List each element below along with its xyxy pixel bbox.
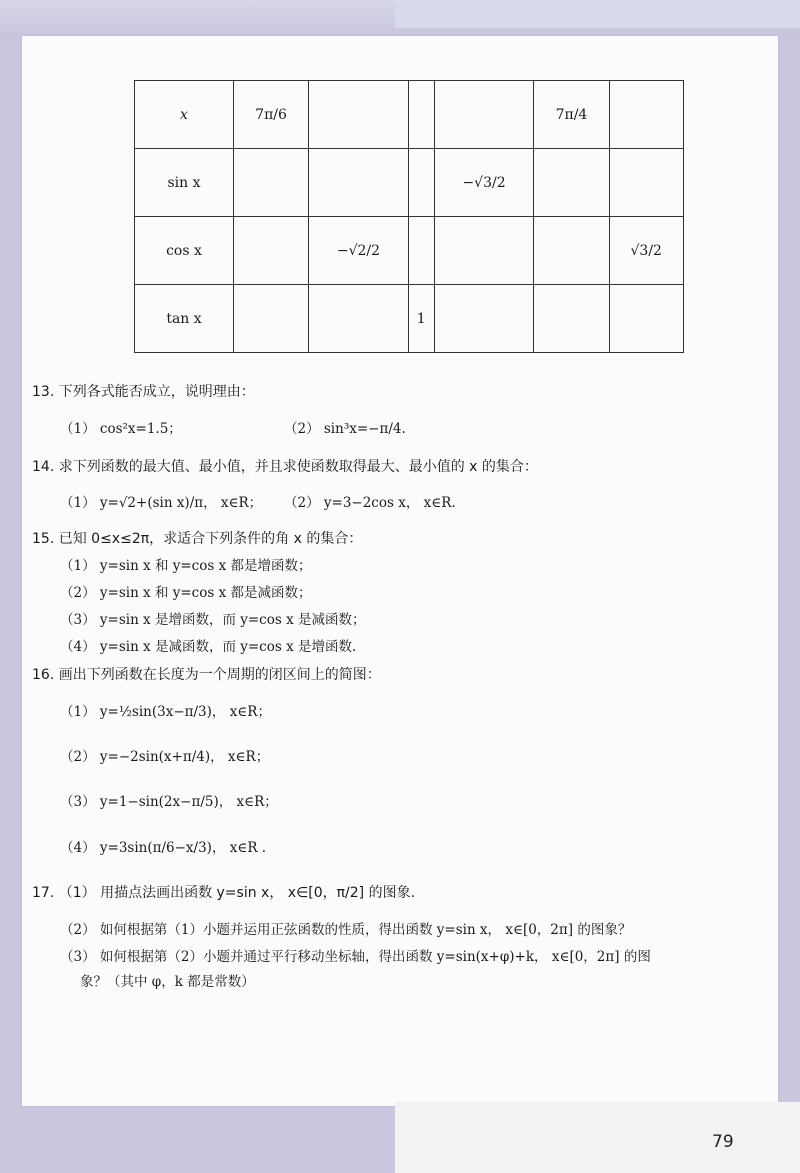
table-header-tan: tan x [135, 285, 234, 353]
table-cell [534, 285, 609, 353]
table-cell [309, 149, 409, 217]
exercise-16-part-3: （3） y=1−sin(2x−π/5)， x∈R； [60, 794, 278, 810]
table-cell [434, 285, 534, 353]
textbook-page [22, 36, 778, 1106]
exercise-14-part-1: （1） y=√2+(sin x)/π， x∈R； [60, 495, 263, 511]
exercise-17-part-2: （2） 如何根据第（1）小题并运用正弦函数的性质，得出函数 y=sin x， x∈[0，2π] 的图象？ [60, 922, 632, 938]
exercise-15-part-3: （3） y=sin x 是增函数，而 y=cos x 是减函数； [60, 612, 366, 628]
table-cell [408, 81, 434, 149]
table-cell [309, 81, 409, 149]
table-cell: −√2/2 [309, 217, 409, 285]
exercise-13-part-1: （1） cos²x=1.5； [60, 421, 182, 437]
table-cell [408, 149, 434, 217]
table-header-x: x [135, 81, 234, 149]
table-cell [234, 217, 309, 285]
table-cell: 7π/4 [534, 81, 609, 149]
table-cell: 1 [408, 285, 434, 353]
table-cell [408, 217, 434, 285]
trig-value-table [134, 80, 684, 353]
exercise-17-part-3a: （3） 如何根据第（2）小题并通过平行移动坐标轴，得出函数 y=sin(x+φ)+k， x∈[0，2π] 的图 [60, 949, 651, 965]
table-cell [534, 217, 609, 285]
exercise-13-part-2: （2） sin³x=−π/4. [284, 421, 406, 437]
exercise-14-part-2: （2） y=3−2cos x， x∈R. [284, 495, 456, 511]
page-bottom-strip [395, 1102, 800, 1173]
scan-background-right [395, 0, 800, 28]
exercise-15-part-2: （2） y=sin x 和 y=cos x 都是减函数； [60, 585, 312, 601]
exercise-15-title: 15. 已知 0≤x≤2π，求适合下列条件的角 x 的集合： [32, 531, 363, 547]
table-cell: −√3/2 [434, 149, 534, 217]
exercise-16-part-4: （4） y=3sin(π/6−x/3)， x∈R . [60, 840, 267, 856]
table-cell: 7π/6 [234, 81, 309, 149]
table-cell: √3/2 [609, 217, 684, 285]
table-header-sin: sin x [135, 149, 234, 217]
exercise-13-title: 13. 下列各式能否成立，说明理由： [32, 384, 255, 400]
exercise-17-part-3b: 象？（其中 φ，k 都是常数） [80, 974, 255, 990]
exercise-16-part-2: （2） y=−2sin(x+π/4)， x∈R； [60, 749, 270, 765]
table-cell [434, 217, 534, 285]
table-cell [609, 285, 684, 353]
exercise-14-title: 14. 求下列函数的最大值、最小值，并且求使函数取得最大、最小值的 x 的集合： [32, 459, 538, 475]
table-header-cos: cos x [135, 217, 234, 285]
table-row [135, 81, 684, 149]
page-number: 79 [712, 1132, 734, 1152]
table-row [135, 285, 684, 353]
exercise-17-part-1: 17. （1） 用描点法画出函数 y=sin x， x∈[0，π/2] 的图象. [32, 885, 416, 901]
table-row [135, 217, 684, 285]
exercise-15-part-4: （4） y=sin x 是减函数，而 y=cos x 是增函数. [60, 639, 357, 655]
table-cell [234, 149, 309, 217]
table-cell [309, 285, 409, 353]
table-cell [234, 285, 309, 353]
exercise-16-title: 16. 画出下列函数在长度为一个周期的闭区间上的简图： [32, 667, 381, 683]
table-cell [609, 81, 684, 149]
table-cell [434, 81, 534, 149]
exercise-15-part-1: （1） y=sin x 和 y=cos x 都是增函数； [60, 558, 312, 574]
table-cell [609, 149, 684, 217]
table-row [135, 149, 684, 217]
table-cell [534, 149, 609, 217]
exercise-16-part-1: （1） y=½sin(3x−π/3)， x∈R； [60, 704, 271, 720]
